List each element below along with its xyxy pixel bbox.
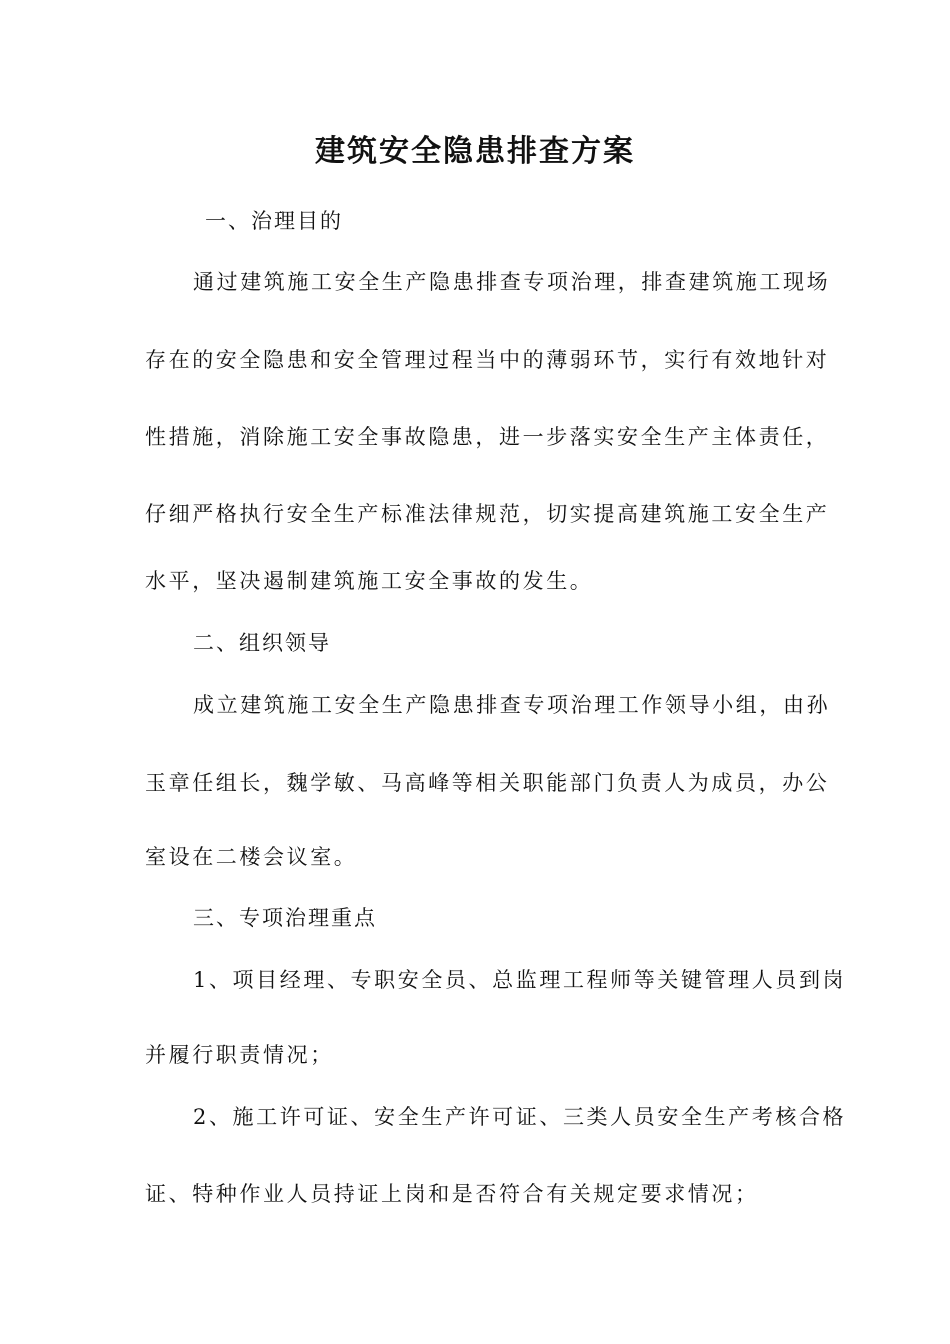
- document-title: 建筑安全隐患排查方案: [315, 134, 635, 169]
- section-heading-3: 三、专项治理重点: [193, 906, 377, 930]
- paragraph-line: 仔细严格执行安全生产标准法律规范，切实提高建筑施工安全生产: [145, 502, 830, 526]
- paragraph-line: 性措施，消除施工安全事故隐患，进一步落实安全生产主体责任，: [145, 425, 830, 449]
- paragraph-line: 玉章任组长，魏学敏、马高峰等相关职能部门负责人为成员，办公: [145, 771, 830, 795]
- list-item-line: 并履行职责情况；: [145, 1043, 334, 1067]
- paragraph-line: 室设在二楼会议室。: [145, 845, 358, 869]
- paragraph-line: 通过建筑施工安全生产隐患排查专项治理，排查建筑施工现场: [193, 270, 831, 294]
- list-item-line: 2、施工许可证、安全生产许可证、三类人员安全生产考核合格: [193, 1105, 847, 1129]
- paragraph-line: 存在的安全隐患和安全管理过程当中的薄弱环节，实行有效地针对: [145, 348, 830, 372]
- list-item-line: 证、特种作业人员持证上岗和是否符合有关规定要求情况；: [145, 1182, 759, 1206]
- paragraph-line: 水平，坚决遏制建筑施工安全事故的发生。: [145, 569, 594, 593]
- section-heading-1: 一、治理目的: [205, 209, 343, 233]
- list-item-line: 1、项目经理、专职安全员、总监理工程师等关键管理人员到岗: [193, 968, 847, 992]
- section-heading-2: 二、组织领导: [193, 631, 331, 655]
- paragraph-line: 成立建筑施工安全生产隐患排查专项治理工作领导小组，由孙: [193, 693, 831, 717]
